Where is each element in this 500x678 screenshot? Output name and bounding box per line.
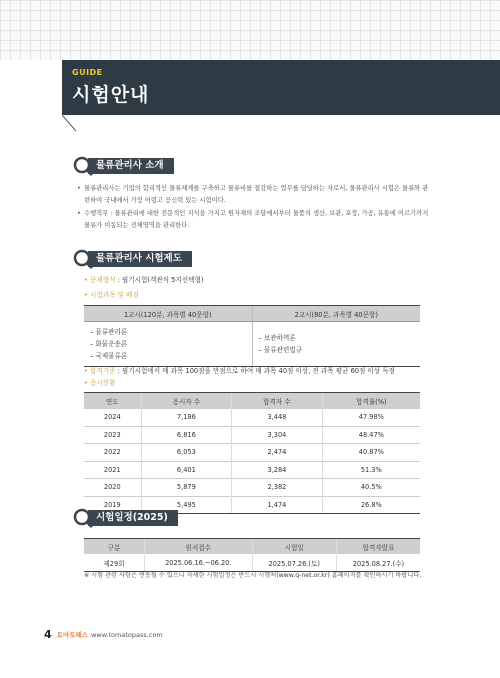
table-header: 합격자발표 (336, 539, 420, 555)
table-row: 2019 5,495 1,474 26.8% (84, 496, 420, 514)
magnifier-icon (72, 155, 94, 177)
subjects-label: • 시험과목 및 배점 (84, 291, 139, 299)
table-header: 응시자 수 (141, 393, 232, 409)
grid-background (0, 0, 500, 60)
brand-name: 토마토패스 (56, 631, 89, 639)
table-header: 1교시(120분, 과목별 40문항) (84, 306, 252, 322)
table-row: 2020 5,879 2,382 40.5% (84, 479, 420, 497)
exam-type: • 문제형식 : 필기시험(객관식 5지선택형) (84, 276, 204, 284)
table-row: 2021 6,401 3,284 51.3% (84, 461, 420, 479)
section-title: 물류관리사 시험제도 (88, 251, 192, 267)
schedule-note: ※ 시험 관련 사항은 변동될 수 있으니 자세한 시험일정은 반드시 시행처(www.q-net.or.kr) 홈페이지를 확인하시기 바랍니다. (84, 572, 422, 579)
table-row: 제29회 2025.06.16.~06.20. 2025.07.26.(토) 2025.08.27.(수) (84, 554, 420, 572)
section-title: 시험일정(2025) (88, 510, 178, 526)
table-cell: – 물류관리론 – 화물운송론 – 국제물류론 (84, 322, 252, 367)
table-header: 구분 (84, 539, 144, 555)
table-header: 2교시(80분, 과목별 40문항) (252, 306, 420, 322)
site-url: www.tomatopass.com (91, 630, 163, 639)
bullet-item: • 수행직무 : 물류관리에 대한 전문적인 지식을 가지고 원자재의 조달에서부터 물품의 생산, 보관, 포장, 가공, 유통에 이르기까지 물류가 이동되는 전체영역을 관리한다. (77, 210, 429, 229)
table-row: 2024 7,186 3,448 47.98% (84, 409, 420, 427)
table-header: 원서접수 (144, 539, 252, 555)
subjects-table (84, 305, 420, 367)
guide-label: GUIDE (72, 68, 103, 77)
schedule-table (84, 538, 420, 572)
corner-fold-icon (62, 115, 82, 135)
bullet-item: • 물류관리사는 기업의 합리적인 물류체계를 구축하고 물류비를 절감하는 업무를 담당하는 자로서, 물류관리사 시험은 물류와 관련하여 국내에서 가장 어렵고 공신력 있는 시험이다. (77, 185, 429, 204)
table-header: 시험일 (252, 539, 336, 555)
page-number: 4 (44, 628, 52, 641)
magnifier-icon (72, 248, 94, 270)
pass-criteria: • 합격기준 : 필기시험에서 매 과목 100점을 만점으로 하여 매 과목 40점 이상, 전 과목 평균 60점 이상 득점 (84, 367, 396, 375)
table-row: 2023 6,816 3,304 48.47% (84, 426, 420, 444)
page-header (62, 60, 500, 115)
section-header-intro (72, 155, 174, 177)
page-title: 시험안내 (72, 84, 150, 106)
table-header: 합격률(%) (322, 393, 420, 409)
magnifier-icon (72, 507, 94, 529)
page-footer (44, 628, 163, 641)
table-header: 합격자 수 (232, 393, 323, 409)
section-header-schedule (72, 507, 178, 529)
section-title: 물류관리사 소개 (88, 158, 174, 174)
stats-table (84, 392, 420, 514)
stats-label: • 응시현황 (84, 379, 116, 387)
table-header: 연도 (84, 393, 141, 409)
section-header-system (72, 248, 192, 270)
table-row: 2022 6,053 2,474 40.87% (84, 444, 420, 462)
table-cell: – 보관하역론 – 물류관련법규 (252, 322, 420, 367)
